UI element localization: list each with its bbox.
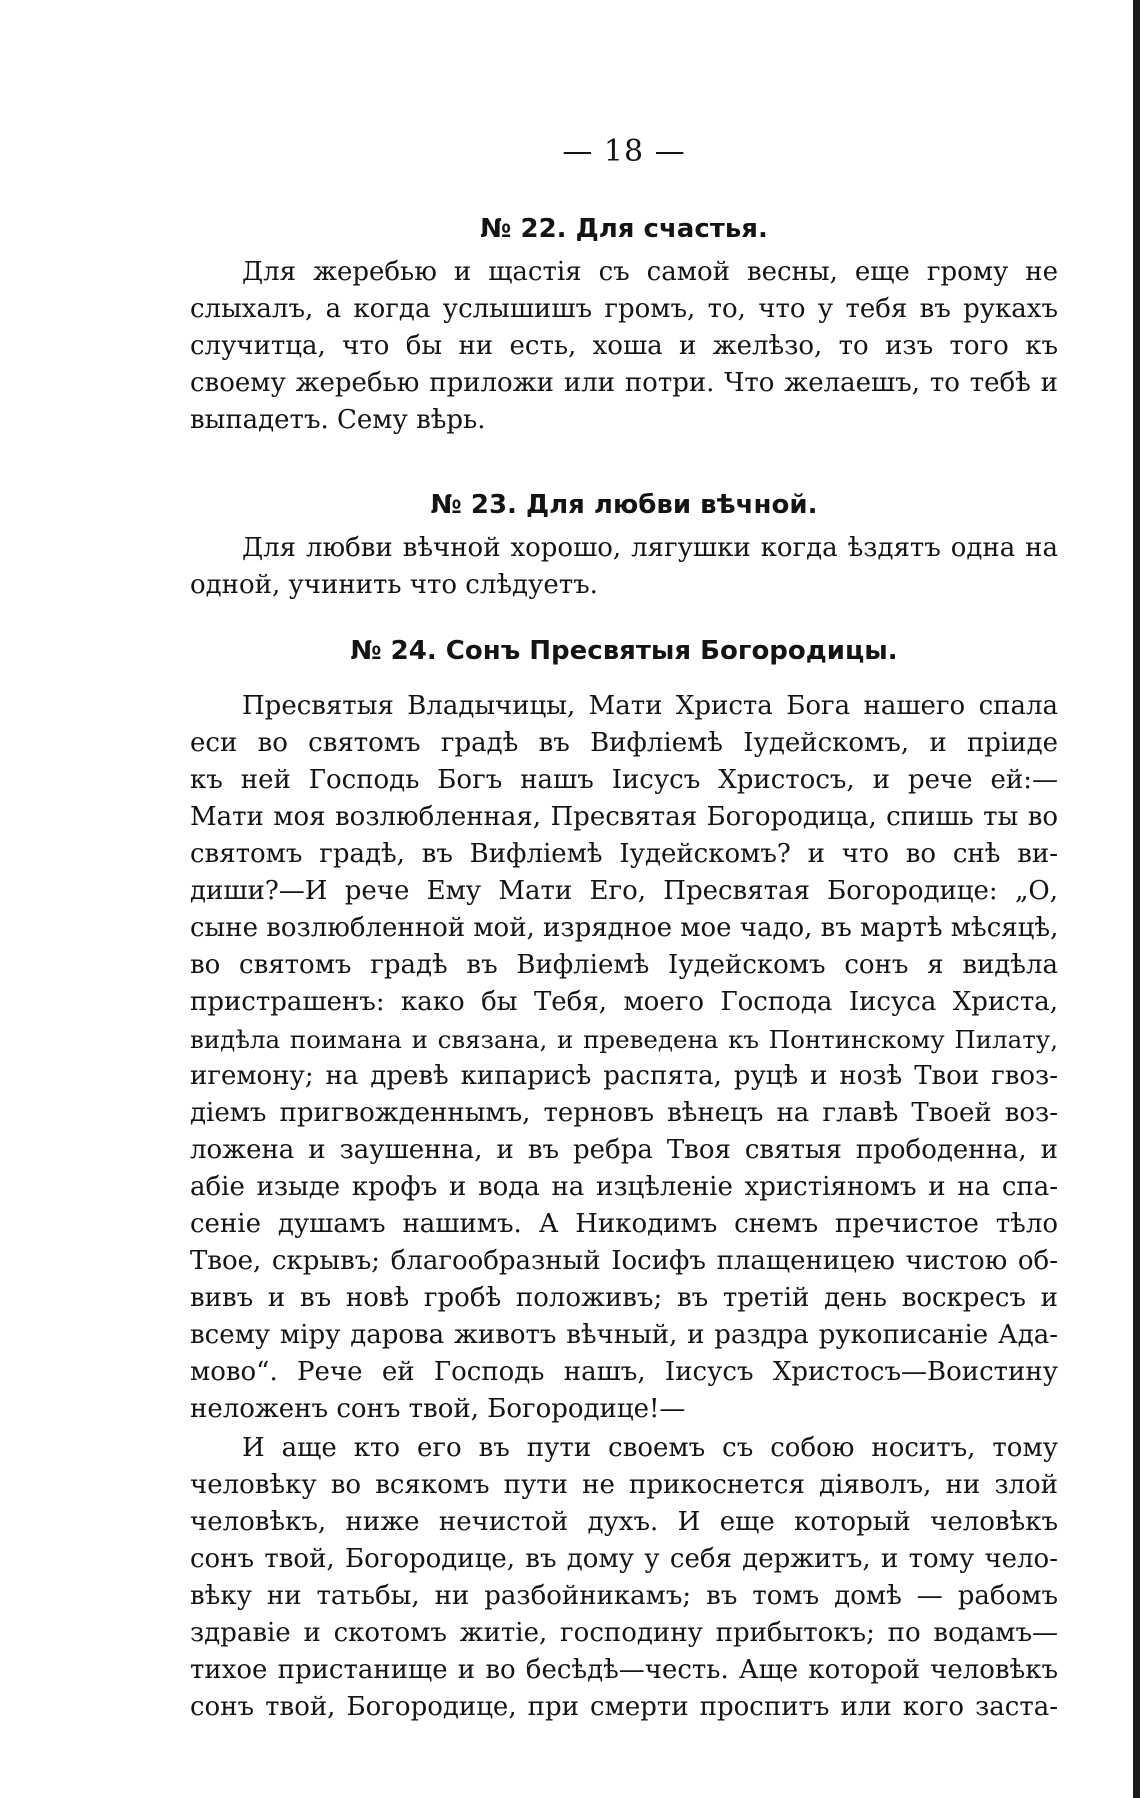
text-line: игемону; на древѣ кипарисѣ распята, руцѣ и нозѣ Твои гвоз- [190,1061,1058,1091]
paragraph [190,688,1058,1428]
text-line: выпадетъ. Сему вѣрь. [190,405,486,435]
text-line: абіе изыде крофъ и вода на изцѣленіе христіяномъ и на спа- [190,1172,1058,1202]
text-line: во святомъ градѣ въ Вифліемѣ Іудейскомъ сонъ я видѣла [190,950,1058,980]
text-line: къ ней Господь Богъ нашъ Іисусъ Христосъ, и рече ей:— [190,765,1058,795]
section-23 [190,484,1058,604]
text-line: человѣку во всякомъ пути не прикоснется діяволъ, ни злой [190,1470,1058,1500]
text-line: Мати моя возлюбленная, Пресвятая Богородица, спишь ты во [190,802,1058,832]
text-line: сыне возлюбленной мой, изрядное мое чадо, въ мартѣ мѣсяцѣ, [190,913,1058,943]
section-22 [190,208,1058,439]
text-line: диши?—И рече Ему Мати Его, Пресвятая Богородице: „О, [190,876,1058,906]
section-heading: № 22. Для счастья. [480,214,768,244]
text-line: мово“. Рече ей Господь нашъ, Іисусъ Христосъ—Воистину [190,1357,1058,1387]
text-line: видѣла поимана и связана, и преведена къ Понтинскому Пилату, [190,1025,1058,1054]
text-line: И аще кто его въ пути своемъ съ собою носитъ, тому [242,1433,1058,1463]
paragraph [190,530,1058,604]
paragraph [190,254,1058,439]
text-line: всему міру дарова животъ вѣчный, и раздра рукописаніе Ада- [190,1320,1058,1350]
text-line: своему жеребью приложи или потри. Что желаешъ, то тебѣ и [190,368,1058,398]
text-line: слыхалъ, а когда услышишъ громъ, то, что у тебя въ рукахъ [190,294,1058,324]
text-line: Пресвятыя Владычицы, Мати Христа Бога нашего спала [242,691,1058,721]
paragraph [190,1430,1058,1726]
page-number: — 18 — [562,134,686,169]
text-line: Для жеребью и щастія съ самой весны, еще грому не [242,257,1058,287]
text-line: человѣкъ, ниже нечистой духъ. И еще который человѣкъ [190,1507,1058,1537]
text-line: ложена и заушенна, и въ ребра Твоя святыя прободенна, и [190,1135,1058,1165]
section-heading: № 23. Для любви вѣчной. [430,490,818,520]
text-line: вивъ и въ новѣ гробѣ положивъ; въ третій день воскресъ и [190,1283,1058,1313]
text-line: неложенъ сонъ твой, Богородице!— [190,1394,686,1424]
text-line: святомъ градѣ, въ Вифліемѣ Іудейскомъ? и что во снѣ ви- [190,839,1058,869]
text-line: вѣку ни татьбы, ни разбойникамъ; въ томъ домѣ — рабомъ [190,1581,1058,1611]
text-line: еси во святомъ градѣ въ Вифліемѣ Іудейскомъ, и пріиде [190,728,1058,758]
text-line: діемъ пригвожденнымъ, терновъ вѣнецъ на главѣ Твоей воз- [190,1098,1058,1128]
text-line: здравіе и скотомъ житіе, господину прибытокъ; по водамъ— [190,1618,1058,1648]
text-line: тихое пристанище и во бесѣдѣ—честь. Аще которой человѣкъ [190,1655,1058,1685]
section-heading: № 24. Сонъ Пресвятыя Богородицы. [350,636,898,666]
text-line: случитца, что бы ни есть, хоша и желѣзо, то изъ того къ [190,331,1058,361]
text-line: сонъ твой, Богородице, при смерти проспитъ или кого заста- [190,1692,1058,1722]
text-line: Твое, скрывъ; благообразный Іосифъ плащеницею чистою об- [190,1246,1058,1276]
scan-edge [1133,0,1140,1798]
text-line: сонъ твой, Богородице, въ дому у себя держитъ, и тому чело- [190,1544,1058,1574]
text-line: пристрашенъ: како бы Тебя, моего Господа Іисуса Христа, [190,987,1058,1017]
text-line: сеніе душамъ нашимъ. А Никодимъ снемъ пречистое тѣло [190,1209,1058,1239]
text-line: Для любви вѣчной хорошо, лягушки когда ѣздятъ одна на [242,533,1058,563]
section-24 [190,630,1058,1726]
text-line: одной, учинить что слѣдуетъ. [190,570,598,600]
